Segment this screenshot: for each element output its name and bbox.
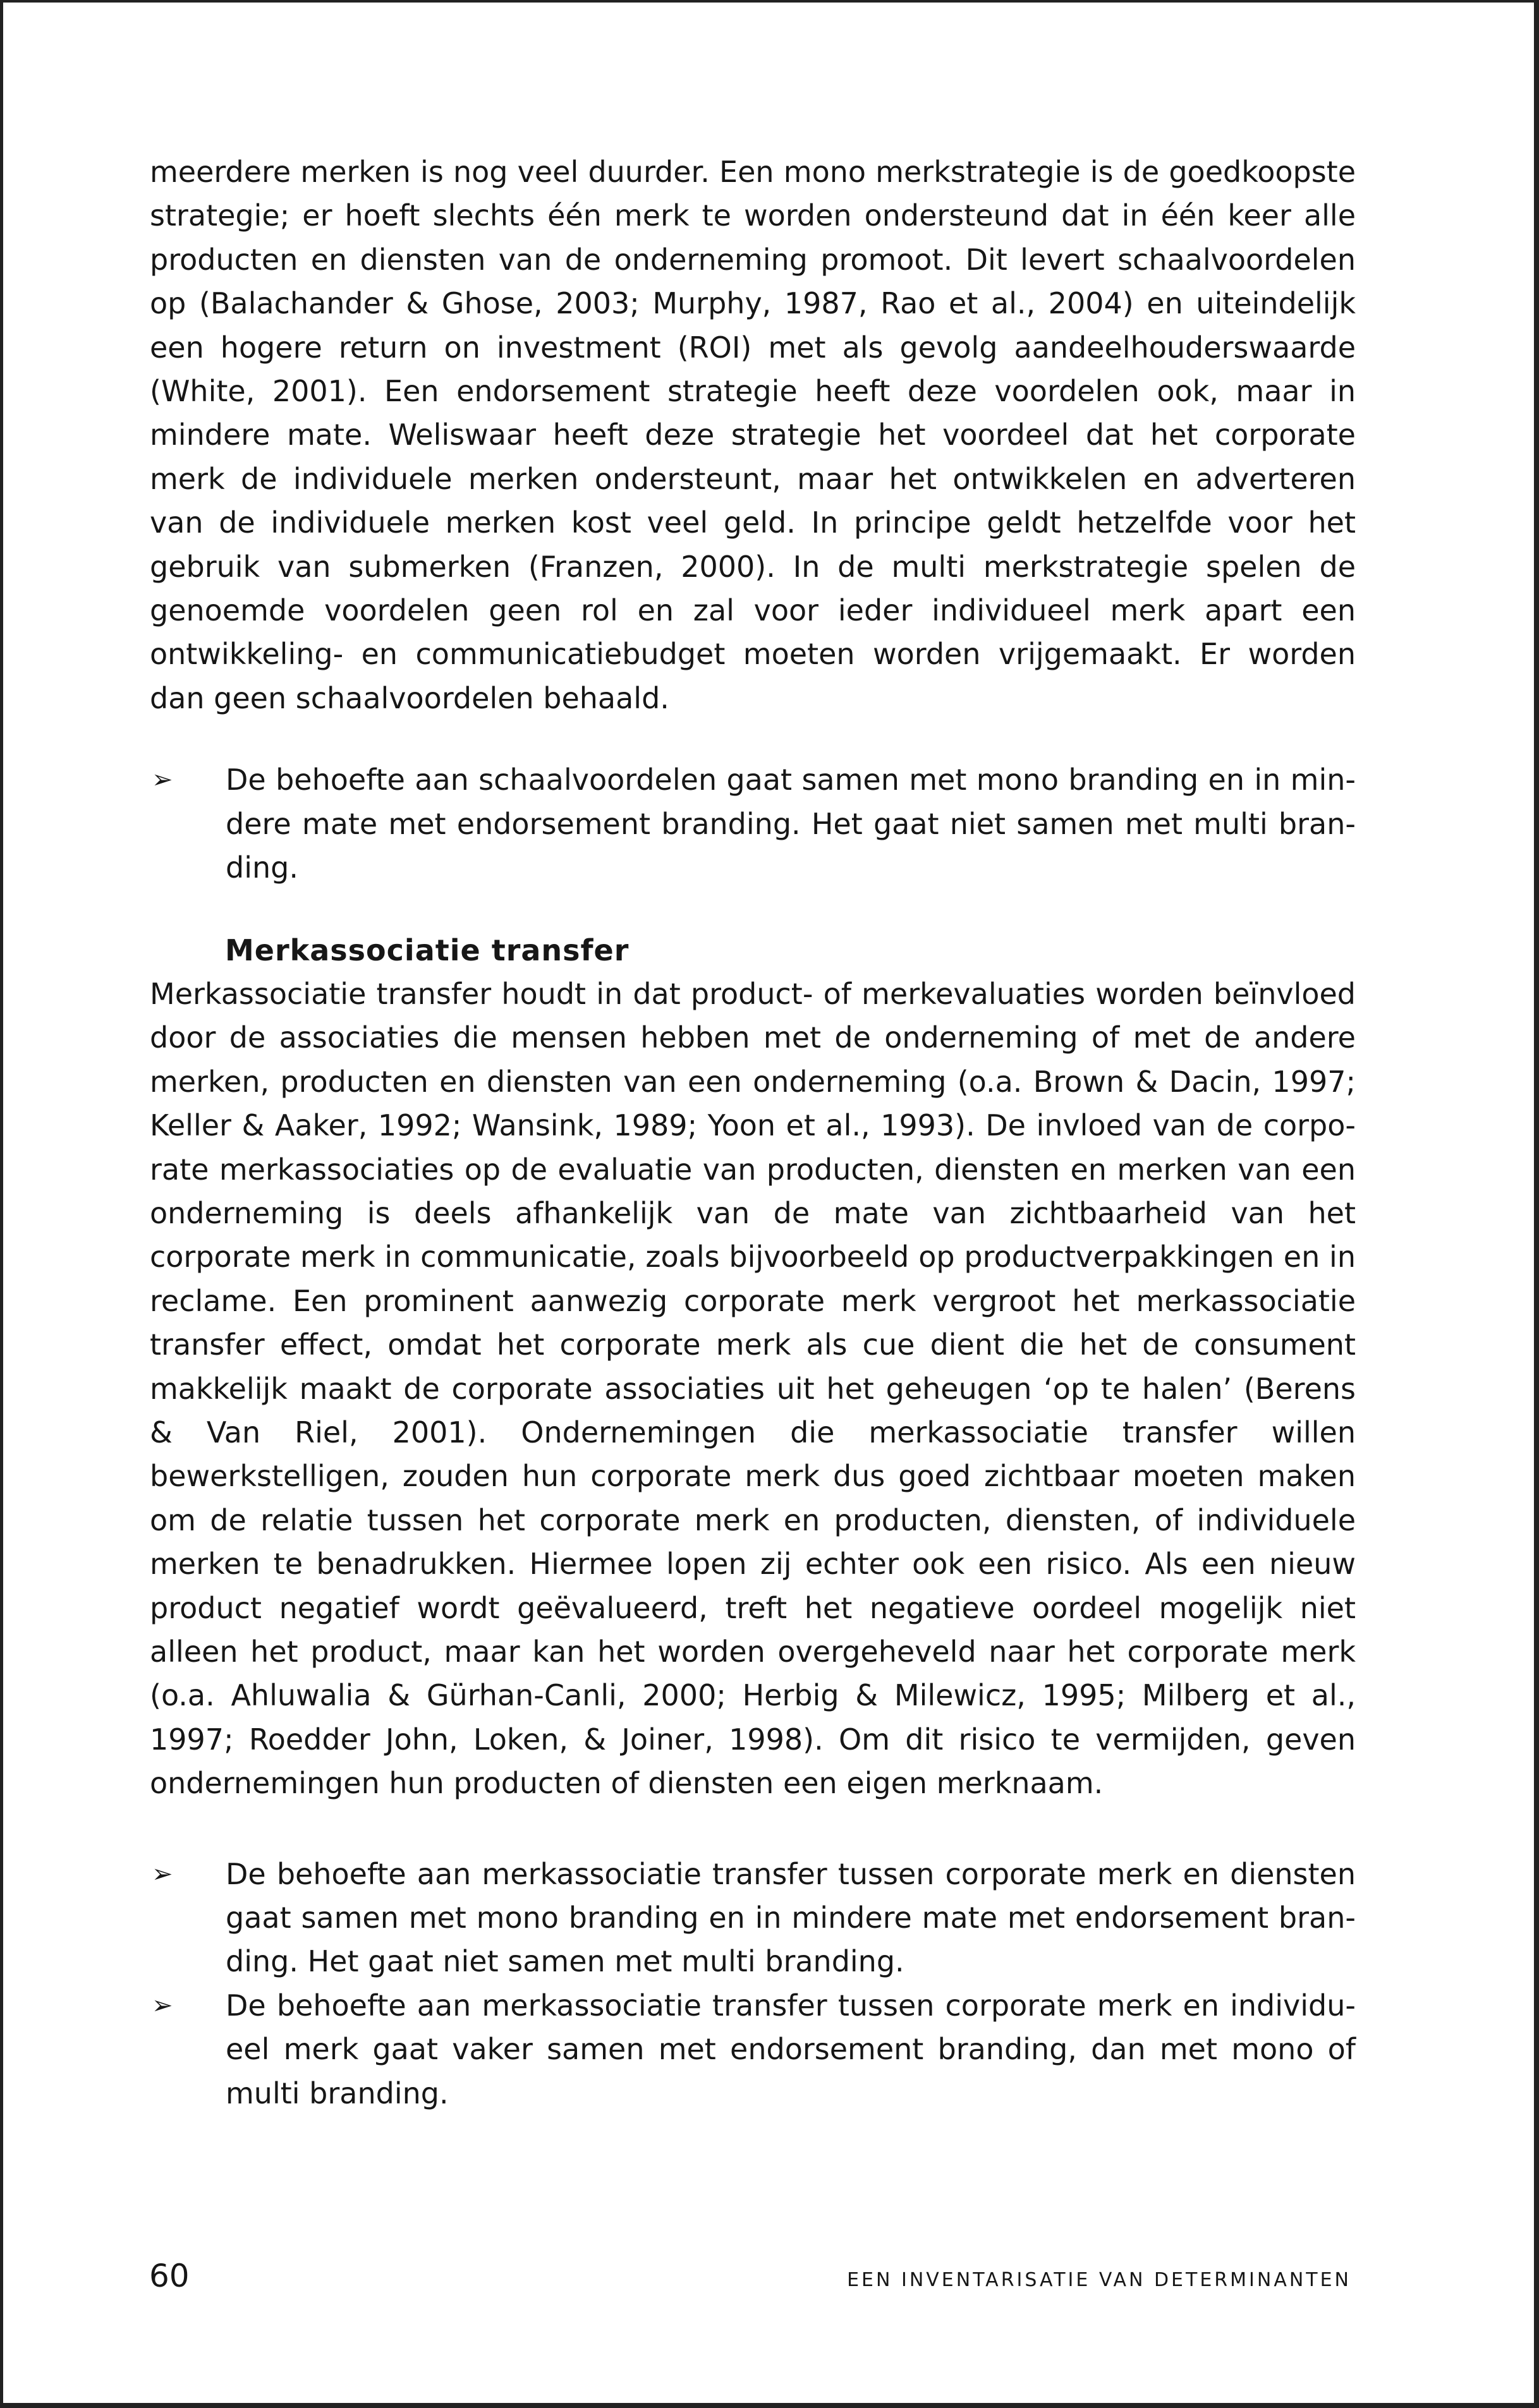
arrowhead-bullet-icon: ➢ <box>152 1990 173 2020</box>
page-body <box>150 150 1356 2115</box>
section-heading: Merkassociatie transfer <box>225 933 630 967</box>
page-number: 60 <box>149 2258 190 2294</box>
bullet-text: De behoefte aan merkassociatie transfer tussen corporate merk en diensten gaat samen met mono branding en in mindere mate met endorsement branding. Het gaat niet samen met multi branding. <box>226 1856 1356 1979</box>
arrowhead-bullet-icon: ➢ <box>152 765 173 795</box>
running-head: EEN INVENTARISATIE VAN DETERMINANTEN <box>847 2269 1351 2291</box>
body-paragraph-2: Merkassociatie transfer houdt in dat product- of merkevaluaties worden beïnvloed door de associaties die mensen hebben met de onderneming of met de andere merken, producten en diensten van een onderneming (o.a. Brown & Dacin, 1997; Keller & Aaker, 1992; Wansink, 1989; Yoon et al., 1993). De invloed van de corporate merkassociaties op de evaluatie van producten, diensten en merken van een onderneming is deels afhankelijk van de mate van zichtbaarheid van het corporate merk in communicatie, zoals bijvoorbeeld op productverpakkingen en in reclame. Een prominent aanwezig corporate merk vergroot het merkassociatie transfer effect, omdat het corporate merk als cue dient die het de consument makkelijk maakt de corporate associaties uit het geheugen ‘op te halen’ (Berens & Van Riel, 2001). Ondernemingen die merkassociatie transfer willen bewerkstelligen, zouden hun corporate merk dus goed zichtbaar moeten maken om de relatie tussen het corporate merk en producten, diensten, of individuele merken te benadrukken. Hiermee lopen zij echter ook een risico. Als een nieuw product negatief wordt geëvalueerd, treft het negatieve oordeel mogelijk niet alleen het product, maar kan het worden overgeheveld naar het corporate merk (o.a. Ahluwalia & Gürhan-Canli, 2000; Herbig & Milewicz, 1995; Milberg et al., 1997; Roedder John, Loken, & Joiner, 1998). Om dit risico te vermijden, geven ondernemingen hun producten of diensten een eigen merknaam. <box>150 976 1356 1801</box>
bullet-text: De behoefte aan schaalvoordelen gaat samen met mono branding en in mindere mate met endorsement branding. Het gaat niet samen met multi branding. <box>226 763 1356 885</box>
list-item <box>150 758 1356 890</box>
bullet-text: De behoefte aan merkassociatie transfer tussen corporate merk en individueel merk gaat vaker samen met endorsement branding, dan met mono of multi branding. <box>226 1988 1356 2110</box>
list-item <box>150 1984 1356 2115</box>
arrowhead-bullet-icon: ➢ <box>152 1859 173 1889</box>
bullet-list-schaalvoordelen <box>150 758 1356 890</box>
list-item <box>150 1853 1356 1984</box>
body-paragraph-1: meerdere merken is nog veel duurder. Een mono merkstrategie is de goedkoopste strategie; er hoeft slechts één merk te worden ondersteund dat in één keer alle producten en diensten van de onderneming promoot. Dit levert schaalvoordelen op (Balachander & Ghose, 2003; Murphy, 1987, Rao et al., 2004) en uiteindelijk een hogere return on investment (ROI) met als gevolg aandeelhouderswaarde (White, 2001). Een endorsement strategie heeft deze voordelen ook, maar in mindere mate. Weliswaar heeft deze strategie het voordeel dat het corporate merk de individuele merken ondersteunt, maar het ontwikkelen en adverteren van de individuele merken kost veel geld. In principe geldt hetzelfde voor het gebruik van submerken (Franzen, 2000). In de multi merkstrategie spelen de genoemde voordelen geen rol en zal voor ieder individueel merk apart een ontwikkeling- en communicatiebudget moeten worden vrijgemaakt. Er worden dan geen schaalvoordelen behaald. <box>150 155 1356 715</box>
bullet-list-merkassociatie <box>150 1853 1356 2115</box>
